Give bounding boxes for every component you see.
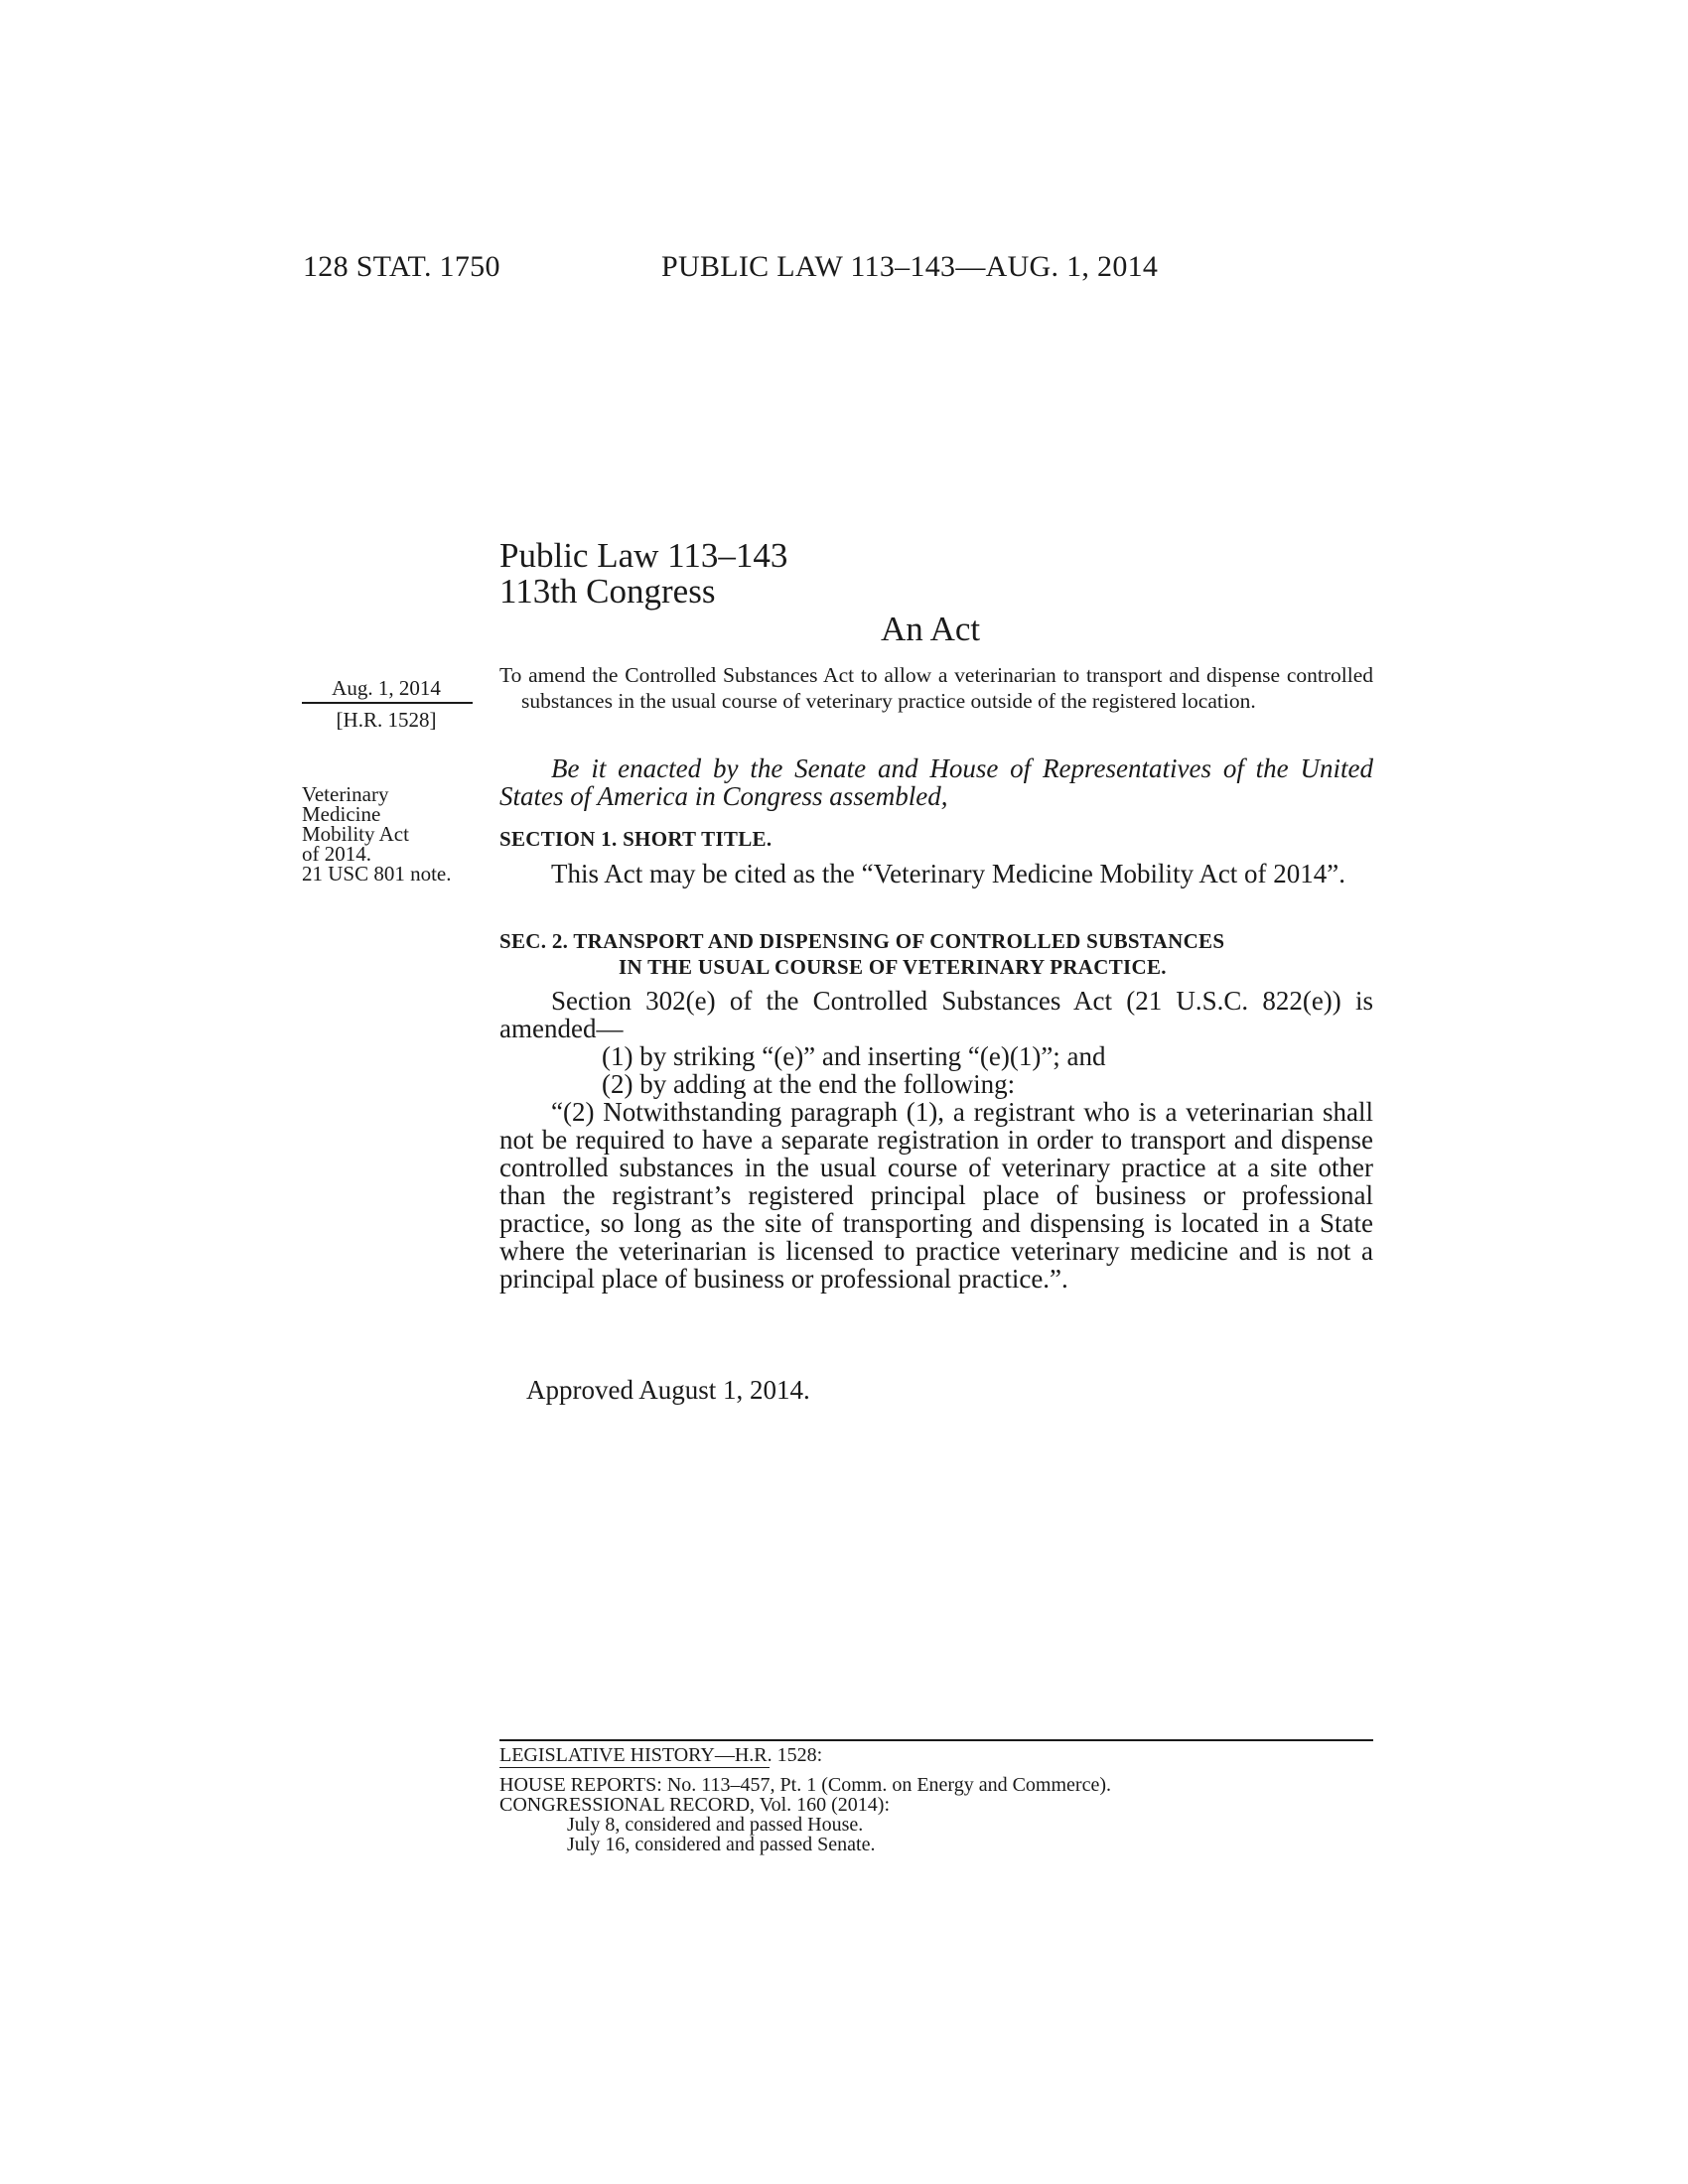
section-2-intro: Section 302(e) of the Controlled Substances Act (21 U.S.C. 822(e)) is amended— bbox=[499, 986, 1373, 1043]
record-entry: July 16, considered and passed Senate. bbox=[567, 1834, 876, 1855]
section-2-heading bbox=[499, 928, 1373, 980]
margin-note-line: Medicine bbox=[302, 802, 381, 826]
legislative-history-divider bbox=[499, 1739, 1373, 1741]
margin-note-line: of 2014. bbox=[302, 842, 371, 866]
public-law-title: Public Law 113–143 bbox=[499, 536, 788, 575]
margin-note-line: Mobility Act bbox=[302, 822, 409, 846]
act-purpose: To amend the Controlled Substances Act to allow a veterinarian to transport and dispense controlled substances in the usual course of veterinary practice outside of the registered location. bbox=[499, 663, 1373, 713]
section-1-heading: SECTION 1. SHORT TITLE. bbox=[499, 827, 773, 851]
legislative-history-entries bbox=[499, 1775, 1111, 1854]
margin-short-title-note bbox=[302, 784, 500, 884]
house-reports-line: HOUSE REPORTS: No. 113–457, Pt. 1 (Comm. on Energy and Commerce). bbox=[499, 1774, 1111, 1796]
amendment-item-2: (2) by adding at the end the following: bbox=[602, 1069, 1016, 1099]
congressional-record-line: CONGRESSIONAL RECORD, Vol. 160 (2014): bbox=[499, 1794, 890, 1816]
margin-note-line: 21 USC 801 note. bbox=[302, 862, 452, 886]
legislative-history-title: LEGISLATIVE HISTORY—H.R. 1528: bbox=[499, 1744, 823, 1766]
running-header-law: PUBLIC LAW 113–143—AUG. 1, 2014 bbox=[661, 250, 1159, 283]
record-entry: July 8, considered and passed House. bbox=[567, 1814, 864, 1836]
approval-date: Approved August 1, 2014. bbox=[526, 1375, 810, 1405]
legislative-history-title-underline bbox=[499, 1767, 770, 1768]
margin-date: Aug. 1, 2014 bbox=[332, 676, 441, 700]
section-2-heading-line-1: SEC. 2. TRANSPORT AND DISPENSING OF CONTROLLED SUBSTANCES bbox=[499, 929, 1225, 953]
section-1-text: This Act may be cited as the “Veterinary Medicine Mobility Act of 2014”. bbox=[551, 859, 1346, 888]
congress-title: 113th Congress bbox=[499, 572, 716, 611]
inserted-paragraph: “(2) Notwithstanding paragraph (1), a registrant who is a veterinarian shall not be required to have a separate registration in order to transport and dispense controlled substances in the usual course of veterinary practice at a site other than the registrant’s registered principal place of business or professional practice, so long as the site of transporting and dispensing is located in a State where the veterinarian is licensed to practice veterinary medicine and is not a principal place of business or professional practice.”. bbox=[499, 1097, 1373, 1294]
enacting-clause: Be it enacted by the Senate and House of Representatives of the United States of America in Congress assembled, bbox=[499, 753, 1373, 811]
margin-divider bbox=[302, 702, 473, 704]
page-stat-citation: 128 STAT. 1750 bbox=[303, 250, 500, 283]
margin-bill-number: [H.R. 1528] bbox=[336, 708, 437, 732]
section-2-heading-line-2: IN THE USUAL COURSE OF VETERINARY PRACTICE. bbox=[619, 955, 1167, 979]
act-heading: An Act bbox=[881, 610, 981, 648]
margin-note-line: Veterinary bbox=[302, 782, 389, 806]
amendment-item-1: (1) by striking “(e)” and inserting “(e)(1)”; and bbox=[602, 1041, 1106, 1071]
